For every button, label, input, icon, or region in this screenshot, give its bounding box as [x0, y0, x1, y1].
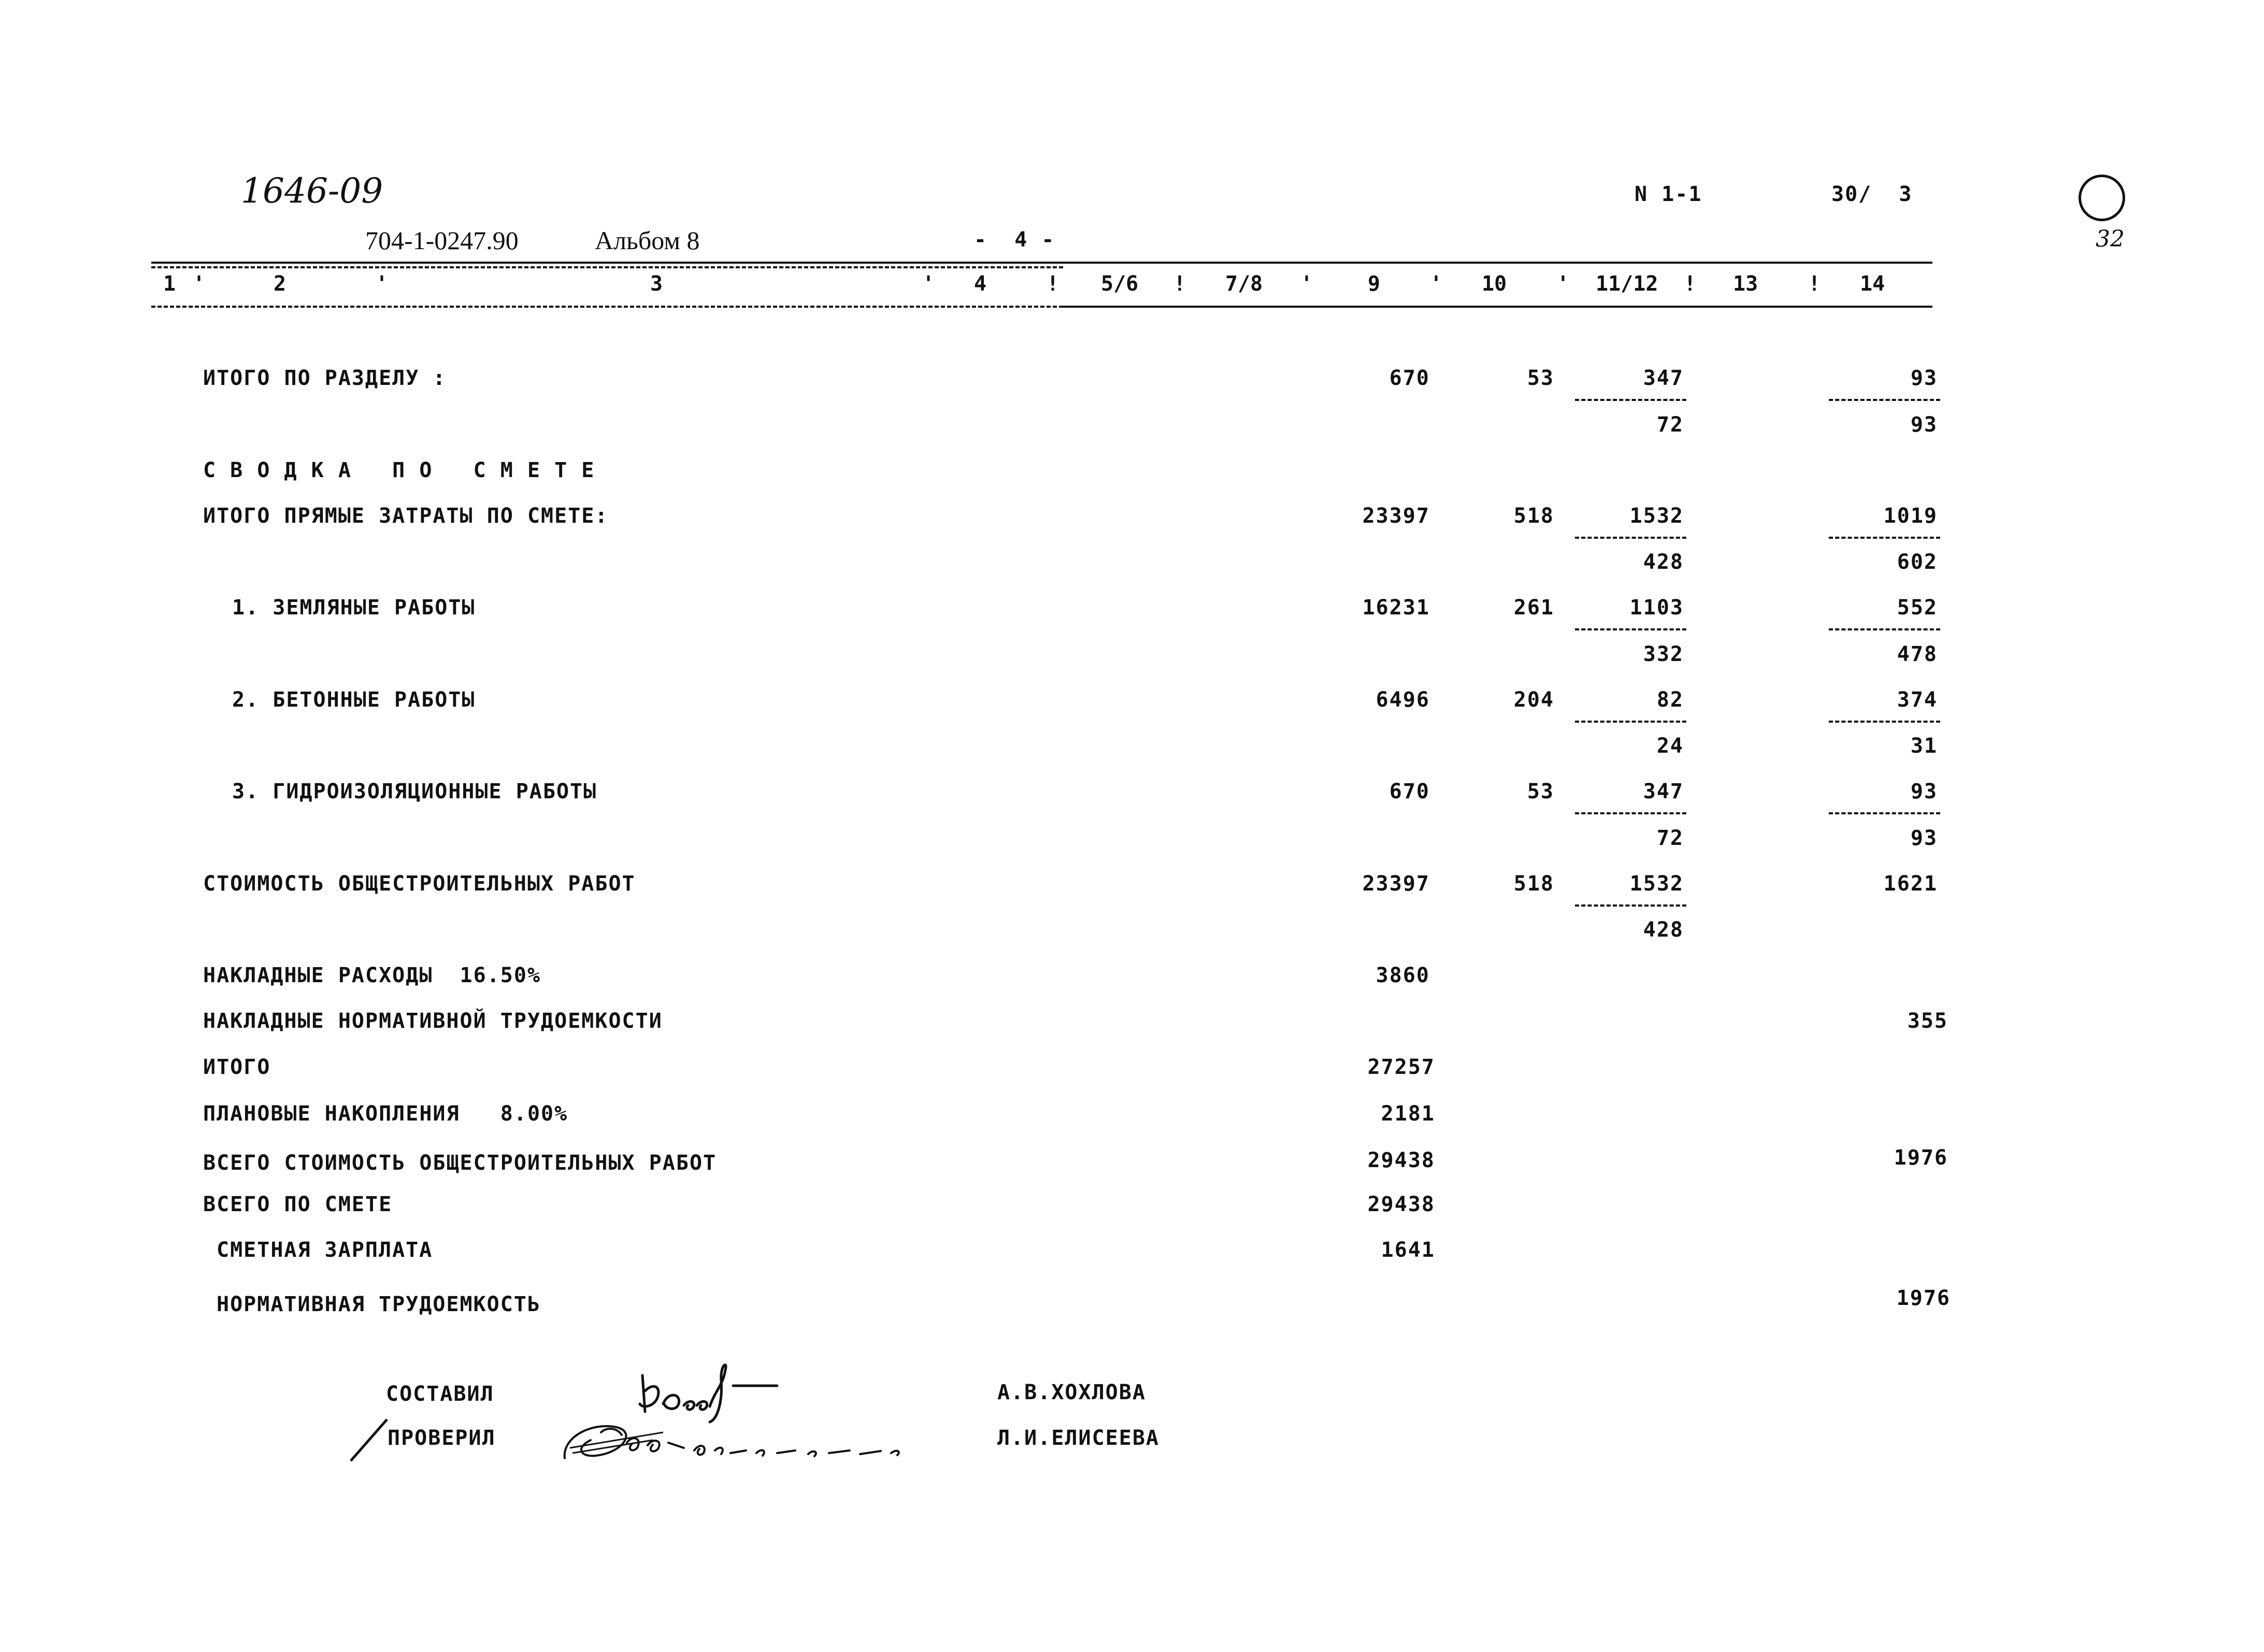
col-separator: ! — [1173, 272, 1186, 296]
fraction-rule — [1829, 721, 1940, 723]
col-header-10: 10 — [1482, 272, 1507, 296]
col-separator: ' — [376, 272, 389, 296]
cell-col11-12-sub: 72 — [1656, 413, 1684, 437]
col-separator: ! — [1047, 272, 1059, 296]
row-label: ВСЕГО СТОИМОСТЬ ОБЩЕСТРОИТЕЛЬНЫХ РАБОТ — [203, 1151, 717, 1175]
slash-mark — [348, 1417, 390, 1463]
cell-col14: 552 — [1897, 596, 1938, 620]
cell-col9: 23397 — [1362, 504, 1430, 528]
cell-col11-12: 347 — [1643, 780, 1684, 803]
row-label: 1. ЗЕМЛЯНЫЕ РАБОТЫ — [232, 596, 476, 620]
cell-col14-sub: 93 — [1910, 826, 1938, 850]
row-label: НОРМАТИВНАЯ ТРУДОЕМКОСТЬ — [217, 1292, 541, 1316]
col-header-14: 14 — [1860, 272, 1885, 296]
cell-col10: 204 — [1513, 688, 1554, 712]
compiled-label: СОСТАВИЛ — [386, 1382, 494, 1406]
cell-col10: 53 — [1527, 780, 1554, 803]
fraction-rule — [1575, 537, 1686, 539]
row-label: НАКЛАДНЫЕ РАСХОДЫ 16.50% — [203, 964, 541, 987]
circle-mark — [2079, 175, 2125, 252]
col-header-3: 3 — [650, 272, 663, 296]
cell-col9: 1641 — [1381, 1238, 1435, 1262]
cell-col9: 16231 — [1362, 596, 1430, 620]
cell-col14: 1621 — [1883, 872, 1938, 896]
row-label: ИТОГО ПРЯМЫЕ ЗАТРАТЫ ПО СМЕТЕ: — [203, 504, 609, 528]
cell-col10: 261 — [1513, 596, 1554, 620]
handwritten-number: 1646-09 — [241, 171, 383, 211]
row-label: СМЕТНАЯ ЗАРПЛАТА — [217, 1238, 433, 1262]
checked-name: Л.И.ЕЛИСЕЕВА — [997, 1426, 1159, 1450]
cell-col9: 670 — [1389, 780, 1430, 803]
cell-col9: 29438 — [1367, 1193, 1435, 1216]
col-separator: ' — [1300, 272, 1313, 296]
cell-col10: 518 — [1513, 872, 1554, 896]
cell-col14: 374 — [1897, 688, 1938, 712]
fraction-rule — [1829, 537, 1940, 539]
cell-col10: 53 — [1527, 366, 1554, 390]
col-header-1: 1 — [163, 272, 176, 296]
fraction-rule — [1829, 628, 1940, 630]
checked-signature — [560, 1412, 964, 1469]
col-header-4: 4 — [974, 272, 987, 296]
fraction-rule — [1575, 812, 1686, 814]
doc-code: 704-1-0247.90 — [365, 226, 519, 255]
cell-col14: 93 — [1910, 366, 1938, 390]
fraction-rule — [1575, 904, 1686, 907]
cell-col14: 355 — [1907, 1009, 1948, 1033]
page-marker: - 4 - — [974, 228, 1055, 252]
cell-col9: 3860 — [1375, 964, 1430, 987]
album-label: Альбом 8 — [595, 226, 700, 255]
cell-col11-12: 1103 — [1629, 596, 1684, 620]
cell-col9: 29438 — [1367, 1148, 1435, 1172]
col-header-2: 2 — [274, 272, 286, 296]
cell-col11-12-sub: 428 — [1643, 550, 1684, 574]
col-header-13: 13 — [1733, 272, 1758, 296]
checked-label: ПРОВЕРИЛ — [388, 1426, 496, 1450]
summary-title: С В О Д К А П О С М Е Т Е — [203, 458, 595, 482]
col-separator: ' — [922, 272, 935, 296]
cell-col9: 670 — [1389, 366, 1430, 390]
col-separator: ! — [1684, 272, 1697, 296]
cell-col11-12: 347 — [1643, 366, 1684, 390]
cell-col9: 6496 — [1375, 688, 1430, 712]
fraction-rule — [1575, 721, 1686, 723]
header-bottom-dashed-rule — [151, 306, 1063, 308]
row-label: 2. БЕТОННЫЕ РАБОТЫ — [232, 688, 476, 712]
fraction-rule — [1575, 628, 1686, 630]
cell-col11-12-sub: 72 — [1656, 826, 1684, 850]
cell-col11-12-sub: 24 — [1656, 734, 1684, 758]
row-label: НАКЛАДНЫЕ НОРМАТИВНОЙ ТРУДОЕМКОСТИ — [203, 1009, 663, 1033]
col-header-7-8: 7/8 — [1225, 272, 1263, 296]
cell-col14-sub: 602 — [1897, 550, 1938, 574]
fraction-rule — [1829, 399, 1940, 401]
col-header-11-12: 11/12 — [1596, 272, 1658, 296]
fraction-rule — [1575, 399, 1686, 401]
cell-col11-12-sub: 332 — [1643, 642, 1684, 666]
cell-col10: 518 — [1513, 504, 1554, 528]
header-bottom-rule — [1063, 306, 1932, 308]
col-header-9: 9 — [1368, 272, 1381, 296]
fraction-rule — [1829, 812, 1940, 814]
cell-col14: 1976 — [1896, 1286, 1951, 1310]
cell-col14: 1976 — [1894, 1146, 1948, 1170]
row-label: ИТОГО — [203, 1055, 271, 1079]
circle-mark-text: 32 — [2095, 226, 2125, 252]
page-reference: 30/ 3 — [1831, 182, 1913, 206]
cell-col11-12: 1532 — [1629, 504, 1684, 528]
cell-col9: 27257 — [1367, 1055, 1435, 1079]
cell-col14: 1019 — [1883, 504, 1938, 528]
row-label: ВСЕГО ПО СМЕТЕ — [203, 1193, 393, 1216]
cell-col14-sub: 478 — [1897, 642, 1938, 666]
cell-col9: 23397 — [1362, 872, 1430, 896]
cell-col14-sub: 31 — [1910, 734, 1938, 758]
cell-col14-sub: 93 — [1910, 413, 1938, 437]
header-top-rule — [151, 262, 1932, 264]
cell-col11-12: 82 — [1656, 688, 1684, 712]
col-separator: ! — [1808, 272, 1821, 296]
compiled-name: А.В.ХОХЛОВА — [997, 1381, 1146, 1404]
header-top-dashed-rule — [151, 266, 1063, 268]
cell-col11-12: 1532 — [1629, 872, 1684, 896]
cell-col9: 2181 — [1381, 1102, 1435, 1126]
col-separator: ' — [193, 272, 206, 296]
row-label: ИТОГО ПО РАЗДЕЛУ : — [203, 366, 447, 390]
row-label: СТОИМОСТЬ ОБЩЕСТРОИТЕЛЬНЫХ РАБОТ — [203, 872, 636, 896]
cell-col14: 93 — [1910, 780, 1938, 803]
col-header-5-6: 5/6 — [1101, 272, 1139, 296]
row-label: ПЛАНОВЫЕ НАКОПЛЕНИЯ 8.00% — [203, 1102, 568, 1126]
cell-col11-12-sub: 428 — [1643, 918, 1684, 942]
sheet-number: N 1-1 — [1635, 182, 1702, 206]
col-separator: ' — [1557, 272, 1570, 296]
col-separator: ' — [1430, 272, 1443, 296]
row-label: 3. ГИДРОИЗОЛЯЦИОННЫЕ РАБОТЫ — [232, 780, 597, 803]
